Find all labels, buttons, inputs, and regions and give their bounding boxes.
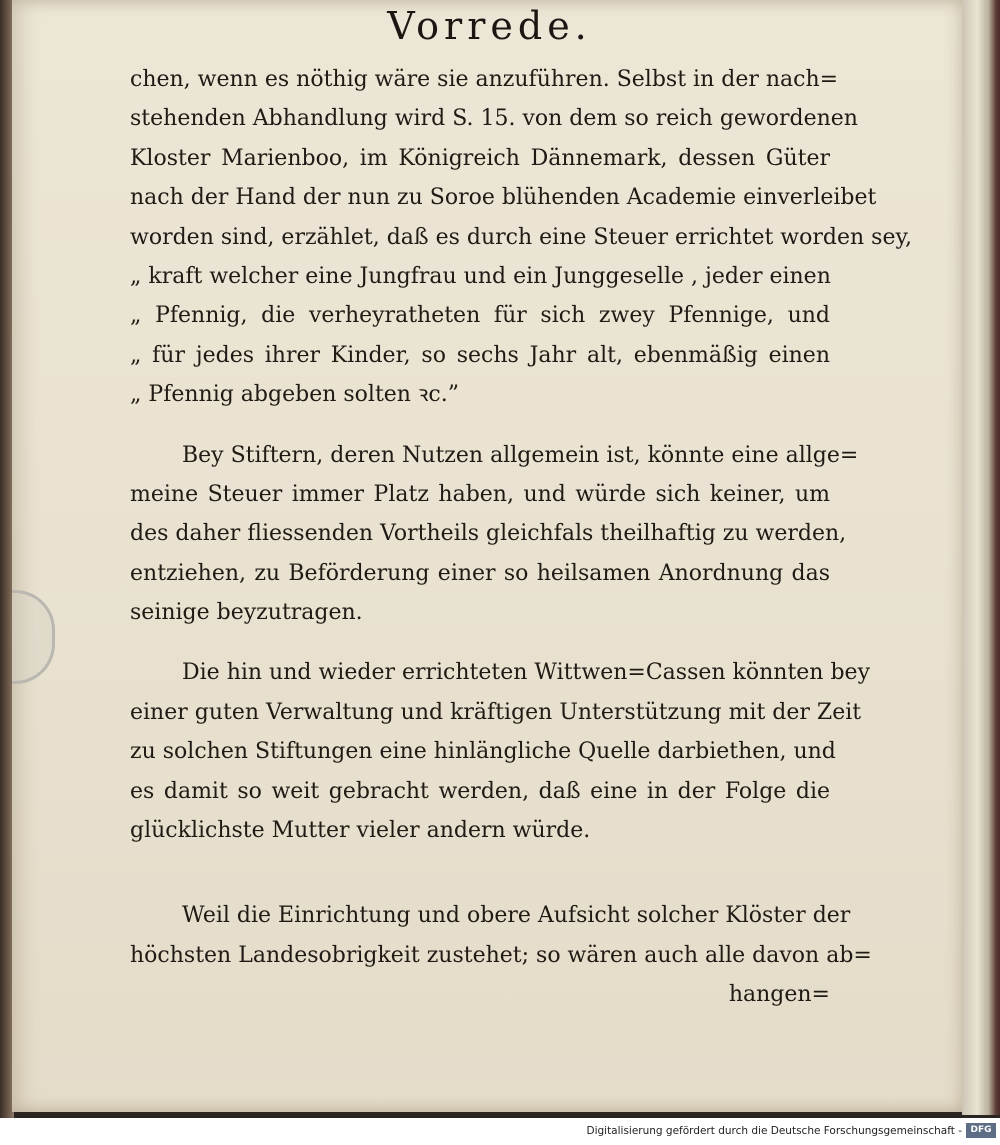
page-header: Vorrede. — [387, 4, 592, 48]
footer-bar — [0, 1118, 1000, 1145]
text-line: „ für jedes ihrer Kinder, so sechs Jahr alt, ebenmäßig einen — [130, 342, 830, 368]
page-edge — [962, 0, 1000, 1115]
text-line: Die hin und wieder errichteten Wittwen=Cassen könnten bey — [182, 660, 871, 686]
dfg-logo-icon: DFG — [966, 1123, 996, 1138]
text-line: meine Steuer immer Platz haben, und würde sich keiner, um — [130, 481, 830, 507]
text-line: glücklichste Mutter vieler andern würde. — [130, 818, 591, 844]
text-line: stehenden Abhandlung wird S. 15. von dem so reich gewordenen — [130, 106, 858, 132]
paragraph-4 — [130, 896, 872, 975]
text-line: seinige beyzutragen. — [130, 600, 363, 626]
catchword: hangen= — [728, 982, 830, 1008]
body-text — [130, 60, 912, 1015]
text-line: des daher fliessenden Vortheils gleichfals theilhaftig zu werden, — [130, 521, 847, 547]
text-line: chen, wenn es nöthig wäre sie anzuführen. Selbst in der nach= — [130, 67, 839, 92]
text-line: Kloster Marienboo, im Königreich Dännemark, dessen Güter — [130, 145, 830, 171]
paper-clip — [12, 590, 55, 684]
paragraph-3 — [130, 653, 871, 850]
text-line: höchsten Landesobrigkeit zustehet; so wären auch alle davon ab= — [130, 942, 872, 968]
text-line: worden sind, erzählet, daß es durch eine Steuer errichtet worden sey, — [130, 224, 912, 250]
text-line: „ Pfennig, die verheyratheten für sich zwey Pfennige, und — [130, 303, 830, 329]
text-line: einer guten Verwaltung und kräftigen Unterstützung mit der Zeit — [130, 699, 862, 725]
paragraph-2 — [130, 436, 859, 633]
text-line: Weil die Einrichtung und obere Aufsicht solcher Klöster der — [182, 903, 851, 929]
text-line: „ kraft welcher eine Jungfrau und ein Junggeselle , jeder einen — [130, 263, 831, 289]
footer-credit: Digitalisierung gefördert durch die Deutsche Forschungsgemeinschaft - — [586, 1125, 962, 1137]
book-page — [12, 0, 967, 1112]
paragraph-1 — [130, 60, 912, 415]
text-line: Bey Stiftern, deren Nutzen allgemein ist, könnte eine allge= — [182, 442, 859, 468]
text-line: „ Pfennig abgeben solten ꝛc.” — [130, 382, 459, 408]
text-line: nach der Hand der nun zu Soroe blühenden Academie einverleibet — [130, 185, 877, 211]
text-line: entziehen, zu Beförderung einer so heilsamen Anordnung das — [130, 560, 830, 586]
text-line: zu solchen Stiftungen eine hinlängliche Quelle darbiethen, und — [130, 739, 836, 765]
text-line: es damit so weit gebracht werden, daß eine in der Folge die — [130, 778, 830, 804]
